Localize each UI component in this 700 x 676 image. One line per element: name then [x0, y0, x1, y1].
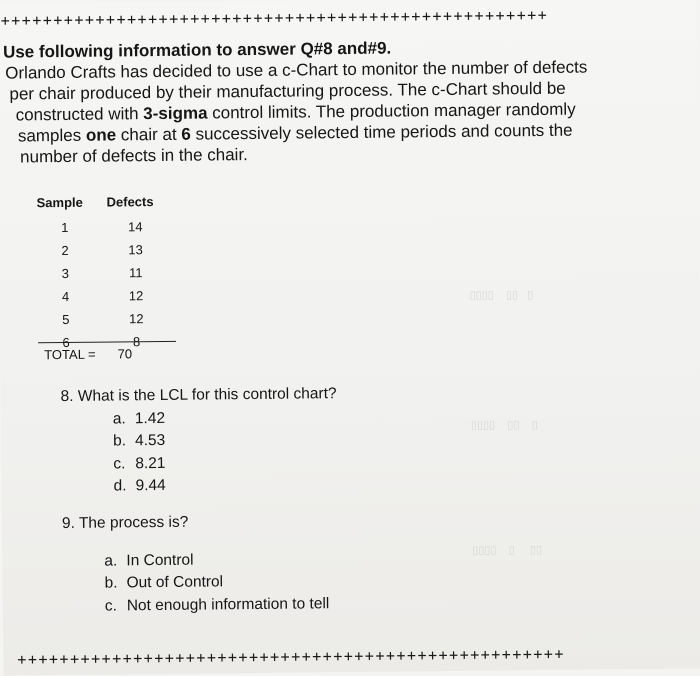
intro-line-3-pre: constructed with	[15, 104, 144, 125]
bottom-plus-border: ++++++++++++++++++++++++++++++++++++++++++++++++++++	[17, 644, 566, 669]
question-8-options	[61, 406, 338, 499]
defects-cell: 11	[128, 265, 143, 281]
table-row	[37, 261, 164, 285]
option-text: 8.21	[135, 454, 166, 472]
option-letter: b.	[104, 574, 118, 592]
table-row	[37, 215, 164, 239]
question-8-text: 8. What is the LCL for this control chart?	[60, 385, 337, 406]
option-letter: c.	[113, 454, 126, 472]
option-8a[interactable]	[113, 406, 337, 431]
defects-cell: 14	[128, 219, 143, 235]
table-header-row	[37, 194, 164, 216]
option-letter: b.	[112, 432, 127, 450]
option-text: 9.44	[135, 476, 166, 495]
sample-cell: 3	[61, 265, 70, 282]
total-value: 70	[117, 346, 133, 362]
bleed-through-decoration: ▯▯▯▯ ▯▯ ▯	[470, 419, 538, 432]
option-8b[interactable]	[113, 428, 337, 453]
bleed-through-decoration: ▯▯▯▯ ▯ ▯▯	[472, 544, 543, 557]
question-9-text: 9. The process is?	[61, 513, 189, 533]
option-text: Out of Control	[126, 573, 224, 592]
intro-line-4-pre: samples	[17, 125, 87, 146]
sample-header: Sample	[36, 194, 83, 211]
intro-line-2: per chair produced by their manufacturing process. The c-Chart should be	[9, 78, 566, 104]
option-letter: a.	[104, 551, 118, 570]
intro-one-bold: one	[85, 125, 117, 145]
question-9	[62, 510, 330, 618]
option-9c[interactable]	[105, 593, 330, 618]
defects-cell: 12	[128, 311, 144, 327]
intro-block	[3, 35, 664, 168]
top-plus-border: ++++++++++++++++++++++++++++++++++++++++++++++++++++	[0, 5, 549, 30]
question-9-options	[62, 548, 329, 618]
option-9b[interactable]	[104, 570, 329, 595]
table-row	[38, 307, 165, 331]
table-total-row	[44, 346, 132, 362]
sample-cell: 1	[61, 219, 69, 236]
defects-cell: 13	[128, 242, 143, 258]
intro-line-4-post: successively selected time periods and counts the	[190, 120, 573, 144]
option-8d[interactable]	[113, 473, 337, 498]
intro-six-bold: 6	[181, 124, 191, 144]
option-text: Not enough information to tell	[126, 594, 330, 614]
sample-cell: 4	[61, 288, 70, 305]
defects-header: Defects	[106, 194, 154, 210]
sample-cell: 2	[61, 242, 69, 259]
defects-table	[37, 194, 166, 354]
table-row	[37, 238, 164, 262]
option-letter: a.	[112, 409, 126, 427]
intro-line-4-mid: chair at	[116, 124, 182, 145]
intro-line-3-post: control limits. The production manager randomly	[207, 99, 576, 123]
intro-line-5: number of defects in the chair.	[20, 145, 248, 167]
option-letter: d.	[113, 477, 127, 495]
defects-cell: 12	[128, 288, 144, 304]
bleed-through-decoration: ▯▯▯▯ ▯▯ ▯	[469, 289, 534, 302]
table-row	[37, 284, 164, 308]
question-8	[61, 383, 338, 498]
option-text: 1.42	[134, 409, 166, 427]
option-text: In Control	[126, 551, 194, 569]
option-8c[interactable]	[113, 451, 337, 476]
sample-cell: 5	[62, 311, 70, 328]
total-label: TOTAL =	[44, 346, 96, 363]
intro-sigma-bold: 3-sigma	[143, 103, 208, 124]
option-letter: c.	[104, 596, 117, 615]
option-text: 4.53	[134, 431, 166, 450]
intro-line-1: Orlando Crafts has decided to use a c-Chart to monitor the number of defects	[5, 57, 588, 83]
option-9a[interactable]	[104, 548, 329, 573]
intro-heading: Use following information to answer Q#8 and#9.	[2, 38, 392, 62]
